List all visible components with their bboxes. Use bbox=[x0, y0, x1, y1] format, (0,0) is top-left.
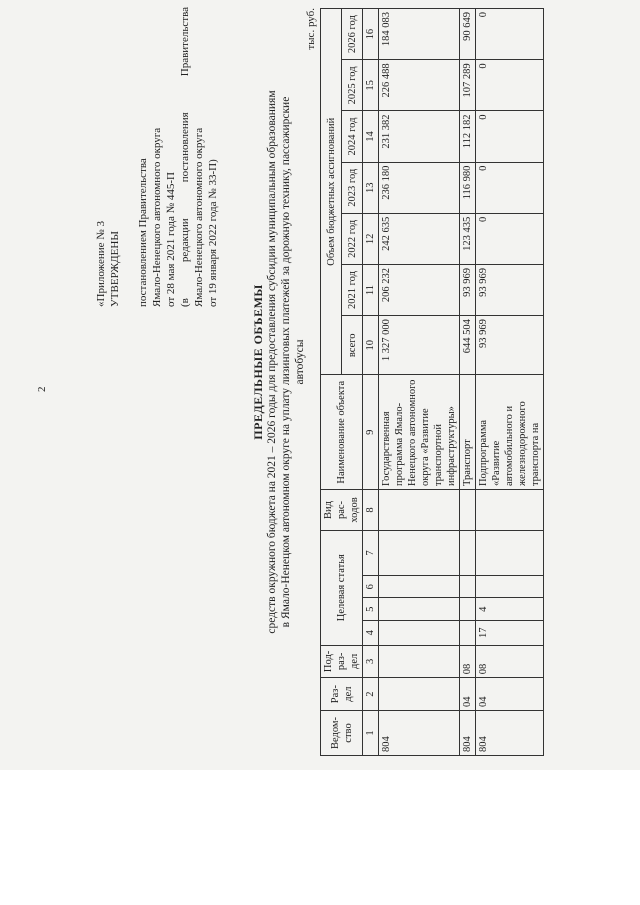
cell-year: 0 bbox=[476, 9, 544, 60]
cell-razdel: 04 bbox=[476, 678, 544, 711]
column-number: 5 bbox=[363, 598, 379, 621]
cell-razdel: 04 bbox=[460, 678, 476, 711]
table-row bbox=[460, 9, 476, 756]
cell-year: 206 232 bbox=[379, 264, 460, 315]
column-number: 16 bbox=[363, 9, 379, 60]
cell-year: 112 182 bbox=[460, 111, 476, 162]
header-razdel: Раз-дел bbox=[321, 678, 363, 711]
document-subtitle: средств окружного бюджета на 2021 – 2026 годы для предоставления субсидии муниципальным образованиям bbox=[266, 90, 278, 634]
column-number: 10 bbox=[363, 316, 379, 375]
column-number: 9 bbox=[363, 375, 379, 490]
unit-label: тыс. руб. bbox=[305, 8, 317, 50]
document-heading bbox=[251, 82, 307, 642]
cell-vedom: 804 bbox=[476, 710, 544, 755]
cell-name: Государственная программа Ямало-Ненецкого автономного округа «Развитие транспортной инфраструктуры» bbox=[379, 375, 460, 490]
column-number: 11 bbox=[363, 264, 379, 315]
cell-vid bbox=[476, 490, 544, 531]
column-number: 13 bbox=[363, 162, 379, 213]
column-number: 1 bbox=[363, 710, 379, 755]
cell-target bbox=[379, 598, 460, 621]
cell-year: 0 bbox=[476, 60, 544, 111]
cell-target bbox=[379, 530, 460, 575]
cell-target bbox=[460, 575, 476, 598]
header-vedom: Ведом-ство bbox=[321, 710, 363, 755]
header-total: всего bbox=[342, 316, 363, 375]
header-vid: Вид рас-ходов bbox=[321, 490, 363, 531]
table-row bbox=[379, 9, 460, 756]
cell-target bbox=[476, 530, 544, 575]
rotated-document bbox=[8, 2, 608, 762]
header-year: 2024 год bbox=[342, 111, 363, 162]
cell-year: 116 980 bbox=[460, 162, 476, 213]
cell-vedom: 804 bbox=[460, 710, 476, 755]
cell-year: 90 649 bbox=[460, 9, 476, 60]
table-row bbox=[476, 9, 544, 756]
cell-year: 0 bbox=[476, 213, 544, 264]
cell-vedom: 804 bbox=[379, 710, 460, 755]
cell-target bbox=[476, 575, 544, 598]
column-number: 15 bbox=[363, 60, 379, 111]
appendix-line: от 28 мая 2021 года № 445-П bbox=[165, 172, 177, 307]
blank-margin bbox=[0, 770, 640, 905]
column-number: 8 bbox=[363, 490, 379, 531]
appendix-line: Ямало-Ненецкого автономного округа bbox=[151, 127, 163, 307]
table-header-row bbox=[321, 9, 342, 756]
cell-podrazdel: 08 bbox=[460, 645, 476, 678]
cell-year: 0 bbox=[476, 162, 544, 213]
cell-target bbox=[379, 575, 460, 598]
appendix-line: Ямало-Ненецкого автономного округа bbox=[193, 127, 205, 307]
cell-year: 242 635 bbox=[379, 213, 460, 264]
header-target: Целевая статья bbox=[321, 530, 363, 645]
document-title: ПРЕДЕЛЬНЫЕ ОБЪЕМЫ bbox=[251, 284, 265, 440]
cell-year: 0 bbox=[476, 111, 544, 162]
cell-name: Подпрограмма «Развитие автомобильного и железнодорожного транспорта на bbox=[476, 375, 544, 490]
header-name: Наименование объекта bbox=[321, 375, 363, 490]
appendix-line: постановлением Правительства bbox=[137, 158, 149, 307]
column-number: 4 bbox=[363, 620, 379, 645]
header-year: 2026 год bbox=[342, 9, 363, 60]
appendix-line: от 19 января 2022 года № 33-П) bbox=[207, 159, 219, 307]
header-year: 2025 год bbox=[342, 60, 363, 111]
cell-year: 236 180 bbox=[379, 162, 460, 213]
cell-podrazdel: 08 bbox=[476, 645, 544, 678]
appendix-block bbox=[94, 7, 220, 307]
column-number: 7 bbox=[363, 530, 379, 575]
budget-table bbox=[320, 8, 544, 756]
header-year: 2021 год bbox=[342, 264, 363, 315]
header-podrazdel: Под-раз-дел bbox=[321, 645, 363, 678]
appendix-title: «Приложение № 3 bbox=[95, 220, 107, 307]
cell-total: 93 969 bbox=[476, 316, 544, 375]
column-number: 3 bbox=[363, 645, 379, 678]
cell-target bbox=[460, 620, 476, 645]
cell-razdel bbox=[379, 678, 460, 711]
header-year: 2023 год bbox=[342, 162, 363, 213]
column-number: 14 bbox=[363, 111, 379, 162]
column-number-row bbox=[363, 9, 379, 756]
cell-vid bbox=[379, 490, 460, 531]
cell-year: 107 289 bbox=[460, 60, 476, 111]
header-year: 2022 год bbox=[342, 213, 363, 264]
page-number: 2 bbox=[36, 386, 48, 392]
cell-target bbox=[460, 598, 476, 621]
cell-target: 17 bbox=[476, 620, 544, 645]
appendix-line: (в редакции постановления Правительства bbox=[179, 7, 191, 307]
document-subtitle: в Ямало-Ненецком автономном округе на уплату лизинговых платежей за дорожную технику, пассажирские автобусы bbox=[280, 96, 306, 628]
cell-total: 644 504 bbox=[460, 316, 476, 375]
appendix-approved: УТВЕРЖДЕНЫ bbox=[109, 231, 121, 307]
cell-target bbox=[460, 530, 476, 575]
cell-podrazdel bbox=[379, 645, 460, 678]
cell-target bbox=[379, 620, 460, 645]
cell-name: Транспорт bbox=[460, 375, 476, 490]
cell-target: 4 bbox=[476, 598, 544, 621]
cell-year: 231 382 bbox=[379, 111, 460, 162]
column-number: 6 bbox=[363, 575, 379, 598]
cell-total: 1 327 000 bbox=[379, 316, 460, 375]
cell-vid bbox=[460, 490, 476, 531]
cell-year: 123 435 bbox=[460, 213, 476, 264]
header-volume: Объем бюджетных ассигнований bbox=[321, 9, 342, 375]
cell-year: 226 488 bbox=[379, 60, 460, 111]
column-number: 12 bbox=[363, 213, 379, 264]
cell-year: 93 969 bbox=[460, 264, 476, 315]
cell-year: 184 083 bbox=[379, 9, 460, 60]
column-number: 2 bbox=[363, 678, 379, 711]
cell-year: 93 969 bbox=[476, 264, 544, 315]
